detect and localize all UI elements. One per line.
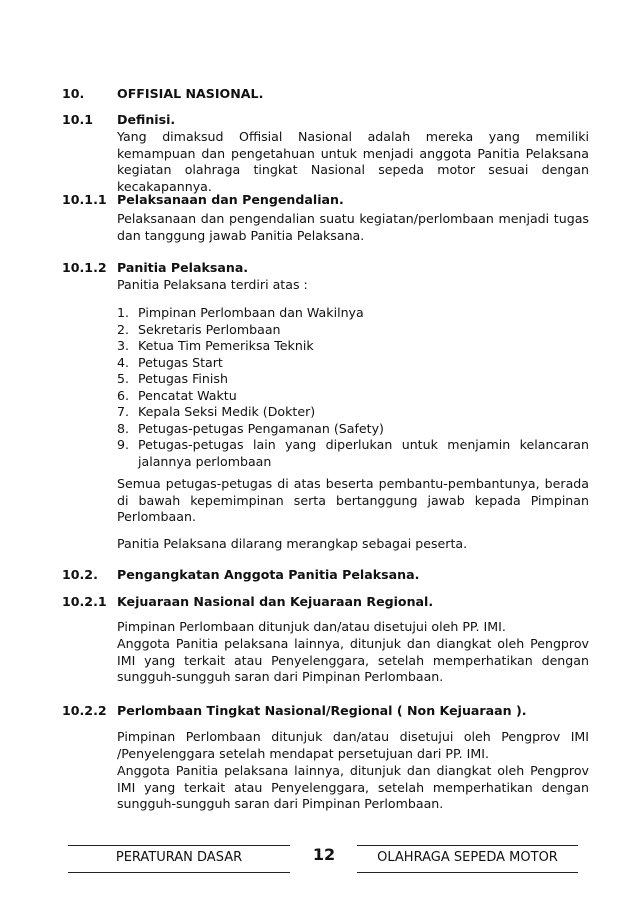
paragraph: Panitia Pelaksana terdiri atas :: [117, 277, 308, 292]
section-title: Pelaksanaan dan Pengendalian.: [117, 192, 344, 207]
section-number: 10.2.2: [62, 703, 107, 718]
footer-rule-right-bottom: [357, 872, 578, 873]
list-item: 7. Kepala Seksi Medik (Dokter): [117, 404, 316, 419]
footer-rule-left-bottom: [68, 872, 290, 873]
section-number: 10.2.: [62, 567, 98, 582]
section-title: OFFISIAL NASIONAL.: [117, 86, 264, 101]
footer-rule-right-top: [357, 845, 578, 846]
footer-left-text: PERATURAN DASAR: [115, 850, 243, 865]
paragraph: Anggota Panitia pelaksana lainnya, ditunjuk dan diangkat oleh Pengprov IMI yang terkait atau Penyelenggara, setelah memperhatikan dengan sungguh-sungguh saran dari Pimpinan Perlombaan.: [117, 636, 589, 684]
list-item: 2. Sekretaris Perlombaan: [117, 321, 281, 337]
committee-list: [117, 305, 589, 470]
list-item: 9. Petugas-petugas lain yang diperlukan untuk menjamin kelancaran jalannya perlombaan: [117, 437, 589, 469]
paragraph: Panitia Pelaksana dilarang merangkap sebagai peserta.: [117, 536, 468, 551]
section-number: 10.1.1: [62, 192, 107, 207]
list-item: 5. Petugas Finish: [117, 371, 228, 386]
paragraph: Yang dimaksud Offisial Nasional adalah mereka yang memiliki kemampuan dan pengetahuan untuk menjadi anggota Panitia Pelaksana kegiatan olahraga tingkat Nasional sepeda motor sesuai dengan kecakapannya.: [117, 129, 589, 194]
list-item: 6. Pencatat Waktu: [117, 387, 237, 403]
paragraph: Pimpinan Perlombaan ditunjuk dan/atau disetujui oleh Pengprov IMI /Penyelenggara setelah mendapat persetujuan dari PP. IMI.: [117, 729, 589, 761]
section-title: Perlombaan Tingkat Nasional/Regional ( Non Kejuaraan ).: [117, 703, 527, 718]
list-item: 4. Petugas Start: [117, 354, 223, 370]
section-title: Panitia Pelaksana.: [117, 260, 249, 275]
paragraph: Pimpinan Perlombaan ditunjuk dan/atau disetujui oleh PP. IMI.: [117, 619, 506, 634]
paragraph: Pelaksanaan dan pengendalian suatu kegiatan/perlombaan menjadi tugas dan tanggung jawab Panitia Pelaksana.: [117, 211, 589, 243]
list-item: 1. Pimpinan Perlombaan dan Wakilnya: [117, 305, 364, 320]
section-number: 10.1: [62, 112, 94, 127]
paragraph: Semua petugas-petugas di atas beserta pembantu-pembantunya, berada di bawah kepemimpinan serta bertanggung jawab kepada Pimpinan Perlombaan.: [117, 476, 589, 524]
section-title: Pengangkatan Anggota Panitia Pelaksana.: [117, 567, 420, 582]
list-item: 8. Petugas-petugas Pengamanan (Safety): [117, 420, 384, 436]
paragraph: Anggota Panitia pelaksana lainnya, ditunjuk dan diangkat oleh Pengprov IMI yang terkait atau Penyelenggara, setelah memperhatikan dengan sungguh-sungguh saran dari Pimpinan Perlombaan.: [117, 763, 589, 811]
footer-rule-left-top: [68, 845, 290, 846]
list-item: 3. Ketua Tim Pemeriksa Teknik: [117, 338, 314, 353]
section-title: Definisi.: [117, 112, 176, 127]
section-title: Kejuaraan Nasional dan Kejuaraan Regional.: [117, 594, 434, 609]
footer-right-text: OLAHRAGA SEPEDA MOTOR: [377, 850, 558, 865]
section-number: 10.2.1: [62, 594, 107, 609]
section-number: 10.: [62, 86, 85, 101]
section-number: 10.1.2: [62, 260, 107, 275]
page-number: 12: [312, 845, 336, 864]
